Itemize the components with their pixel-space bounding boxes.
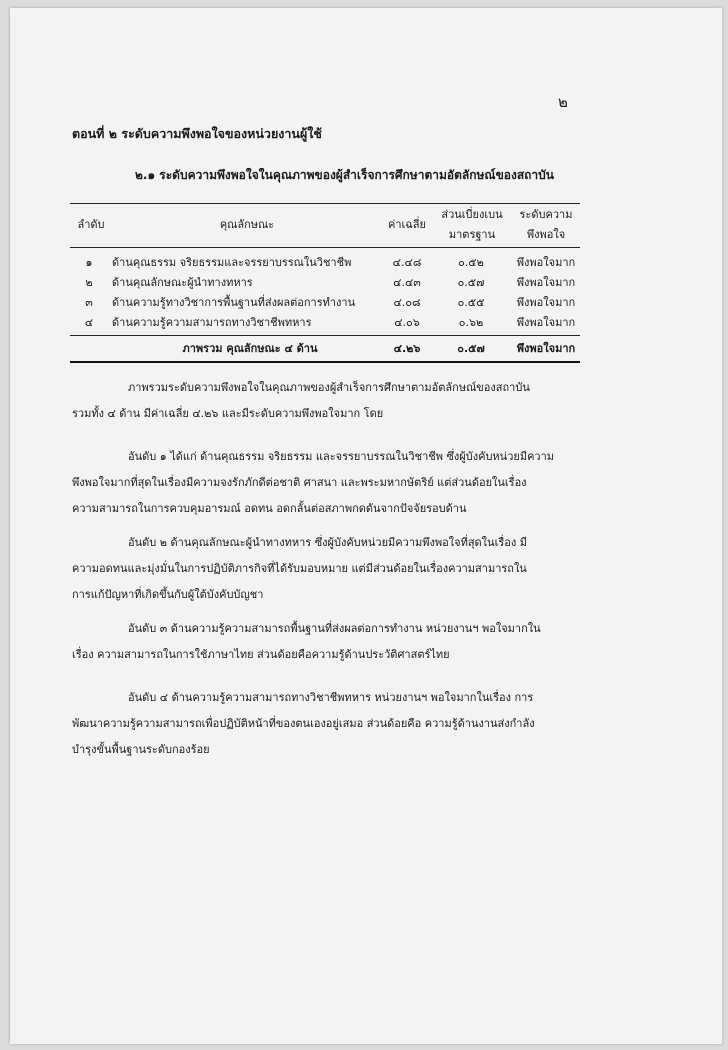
paragraph-line: ภาพรวมระดับความพึงพอใจในคุณภาพของผู้สำเร็จการศึกษาตามอัตลักษณ์ของสถาบัน	[128, 381, 530, 394]
row-attribute: ด้านคุณลักษณะผู้นำทางทหาร	[112, 276, 253, 289]
total-sd: ๐.๕๗	[457, 342, 485, 355]
table-bottom-rule	[70, 361, 580, 363]
rank-4-paragraph	[72, 685, 572, 763]
header-sd-line1: ส่วนเบี่ยงเบน	[441, 208, 503, 221]
header-sd-line2: มาตรฐาน	[448, 228, 496, 241]
rank-3-paragraph	[72, 616, 572, 668]
paragraph-line: บำรุงขั้นพื้นฐานระดับกองร้อย	[72, 743, 210, 756]
header-attribute: คุณลักษณะ	[219, 218, 275, 231]
summary-paragraph	[72, 375, 572, 427]
row-sd: ๐.๕๗	[457, 276, 485, 289]
total-label: ภาพรวม คุณลักษณะ ๔ ด้าน	[182, 342, 318, 355]
paragraph-line: อันดับ ๓ ด้านความรู้ความสามารถพื้นฐานที่ส่งผลต่อการทำงาน หน่วยงานฯ พอใจมากใน	[128, 622, 541, 635]
row-attribute: ด้านคุณธรรม จริยธรรมและจรรยาบรรณในวิชาชีพ	[112, 256, 352, 269]
row-sd: ๐.๖๒	[458, 316, 484, 329]
row-level: พึงพอใจมาก	[516, 316, 576, 329]
table-row	[70, 273, 580, 293]
row-no: ๔	[84, 316, 94, 329]
table-header-rule	[70, 247, 580, 248]
row-sd: ๐.๕๒	[458, 256, 484, 269]
row-level: พึงพอใจมาก	[516, 256, 576, 269]
table-row	[70, 313, 580, 333]
rank-1-paragraph	[72, 444, 572, 522]
row-no: ๒	[85, 276, 93, 289]
paragraph-line: ความอดทนและมุ่งมั่นในการปฏิบัติภารกิจที่ได้รับมอบหมาย แต่มีส่วนด้อยในเรื่องความสามารถใน	[72, 562, 527, 575]
row-level: พึงพอใจมาก	[516, 276, 576, 289]
table-total-row	[70, 339, 580, 359]
paragraph-line: รวมทั้ง ๔ ด้าน มีค่าเฉลี่ย ๔.๒๖ และมีระดับความพึงพอใจมาก โดย	[72, 407, 384, 420]
paragraph-line: เรื่อง ความสามารถในการใช้ภาษาไทย ส่วนด้อยคือความรู้ด้านประวัติศาสตร์ไทย	[72, 648, 450, 661]
paragraph-line: ความสามารถในการควบคุมอารมณ์ อดทน อดกลั้นต่อสภาพกดดันจากปัจจัยรอบด้าน	[72, 502, 467, 515]
paragraph-line: อันดับ ๑ ได้แก่ ด้านคุณธรรม จริยธรรม และจรรยาบรรณในวิชาชีพ ซึ่งผู้บังคับหน่วยมีความ	[128, 450, 555, 463]
header-level-line2: พึงพอใจ	[526, 228, 566, 241]
row-no: ๓	[85, 296, 93, 309]
total-level: พึงพอใจมาก	[516, 342, 576, 355]
row-mean: ๔.๔๓	[393, 276, 421, 289]
table-top-rule	[70, 203, 580, 204]
total-mean: ๔.๒๖	[393, 342, 421, 355]
part-title: ตอนที่ ๒ ระดับความพึงพอใจของหน่วยงานผู้ใช้	[72, 126, 322, 141]
row-attribute: ด้านความรู้ทางวิชาการพื้นฐานที่ส่งผลต่อการทำงาน	[112, 296, 356, 309]
paragraph-line: การแก้ปัญหาที่เกิดขึ้นกับผู้ใต้บังคับบัญชา	[72, 588, 264, 601]
table-row	[70, 293, 580, 313]
row-level: พึงพอใจมาก	[516, 296, 576, 309]
page-number: ๒	[558, 93, 568, 111]
table-row	[70, 253, 580, 273]
table-total-rule	[70, 335, 580, 336]
row-attribute: ด้านความรู้ความสามารถทางวิชาชีพทหาร	[112, 316, 312, 329]
row-mean: ๔.๐๖	[394, 316, 420, 329]
section-title: ๒.๑ ระดับความพึงพอใจในคุณภาพของผู้สำเร็จการศึกษาตามอัตลักษณ์ของสถาบัน	[135, 168, 554, 182]
header-no: ลำดับ	[77, 218, 105, 231]
row-sd: ๐.๕๕	[457, 296, 485, 309]
paragraph-line: พัฒนาความรู้ความสามารถเพื่อปฏิบัติหน้าที่ของตนเองอยู่เสมอ ส่วนด้อยคือ ความรู้ด้านงานส่งกำลัง	[72, 717, 535, 730]
row-mean: ๔.๔๘	[392, 256, 422, 269]
rank-2-paragraph	[72, 530, 572, 608]
paragraph-line: อันดับ ๒ ด้านคุณลักษณะผู้นำทางทหาร ซึ่งผู้บังคับหน่วยมีความพึงพอใจที่สุดในเรื่อง มี	[128, 536, 527, 549]
row-mean: ๔.๐๘	[393, 296, 421, 309]
row-no: ๑	[85, 256, 93, 269]
paragraph-line: อันดับ ๔ ด้านความรู้ความสามารถทางวิชาชีพทหาร หน่วยงานฯ พอใจมากในเรื่อง การ	[128, 691, 534, 704]
document-page	[10, 8, 722, 1044]
header-mean: ค่าเฉลี่ย	[388, 218, 426, 231]
header-level-line1: ระดับความ	[519, 208, 573, 221]
paragraph-line: พึงพอใจมากที่สุดในเรื่องมีความจงรักภักดีต่อชาติ ศาสนา และพระมหากษัตริย์ แต่ส่วนด้อยในเรื่อง	[72, 476, 527, 489]
